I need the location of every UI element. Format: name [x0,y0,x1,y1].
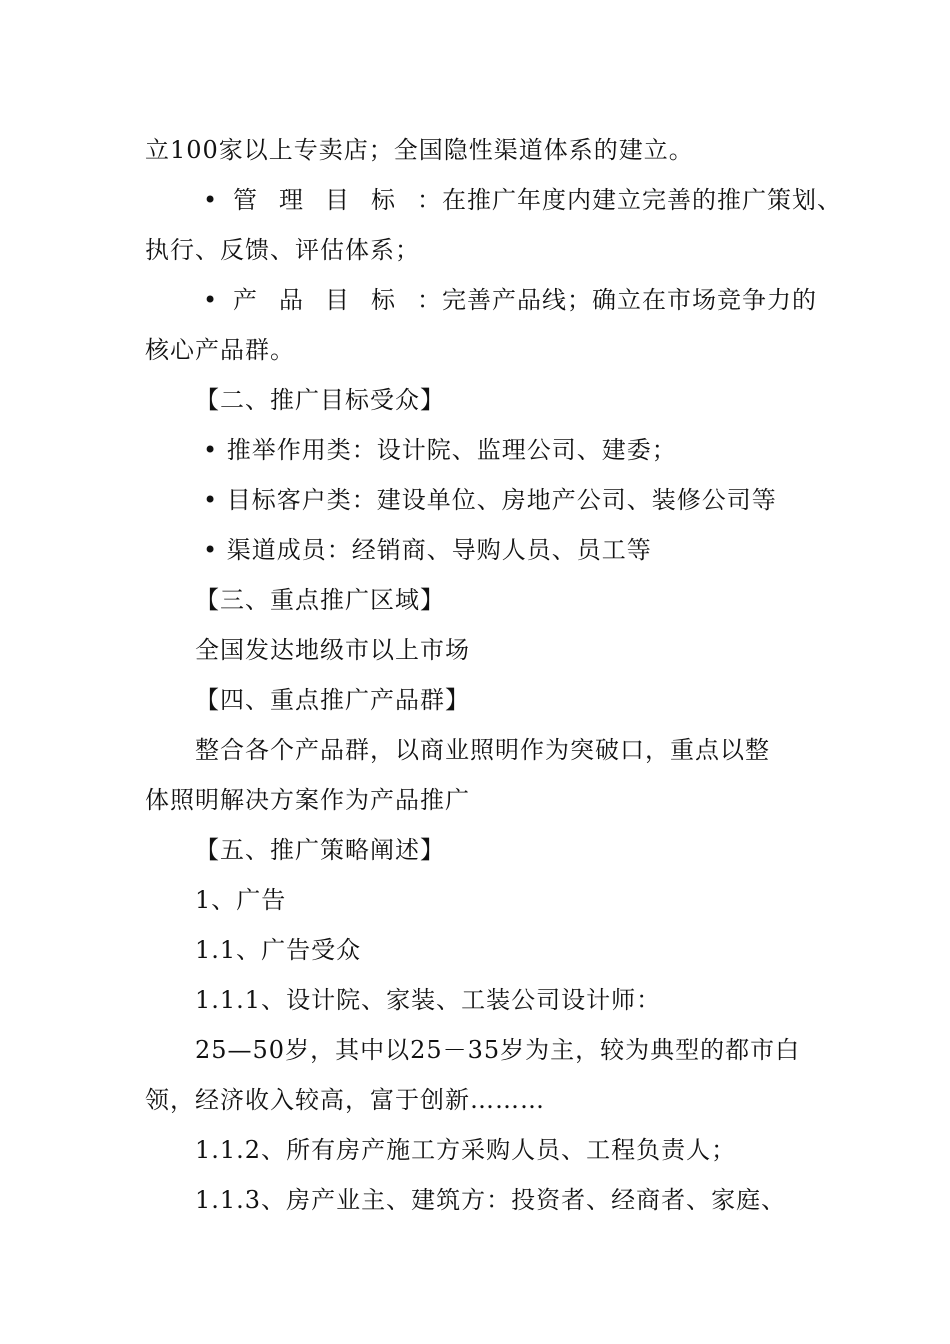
subheading: 1.1.2、所有房产施工方采购人员、工程负责人； [195,1136,737,1164]
section-heading: 【二、推广目标受众】 [195,386,445,414]
subheading: 1.1.1、设计院、家装、工装公司设计师： [195,986,662,1014]
bullet-management-goal [203,185,842,215]
paragraph-line: 领，经济收入较高，富于创新……… [145,1086,545,1114]
paragraph-line: 体照明解决方案作为产品推广 [145,786,470,814]
paragraph-line: 立100家以上专卖店；全国隐性渠道体系的建立。 [145,136,694,164]
section-heading: 【四、重点推广产品群】 [195,686,470,714]
bullet-icon: • [203,286,219,314]
bullet-product-goal [203,285,817,315]
list-item: • 推举作用类：设计院、监理公司、建委； [203,436,677,464]
bullet-label: 管理目标 [233,186,417,214]
subheading: 1.1、广告受众 [195,936,362,964]
paragraph-line: 25—50岁，其中以25－35岁为主，较为典型的都市白 [195,1036,801,1064]
paragraph-line: 全国发达地级市以上市场 [195,636,470,664]
section-heading: 【三、重点推广区域】 [195,586,445,614]
section-heading: 【五、推广策略阐述】 [195,836,445,864]
list-item: • 渠道成员：经销商、导购人员、员工等 [203,536,652,564]
bullet-text: ：完善产品线；确立在市场竞争力的 [417,286,817,314]
list-item: • 目标客户类：建设单位、房地产公司、装修公司等 [203,486,777,514]
paragraph-line: 整合各个产品群，以商业照明作为突破口，重点以整 [195,736,770,764]
bullet-icon: • [203,186,219,214]
bullet-text: ：在推广年度内建立完善的推广策划、 [417,186,842,214]
paragraph-line: 执行、反馈、评估体系； [145,236,420,264]
subheading: 1、广告 [195,886,287,914]
bullet-label: 产品目标 [233,286,417,314]
subheading: 1.1.3、房产业主、建筑方：投资者、经商者、家庭、 [195,1186,787,1214]
paragraph-line: 核心产品群。 [145,336,295,364]
